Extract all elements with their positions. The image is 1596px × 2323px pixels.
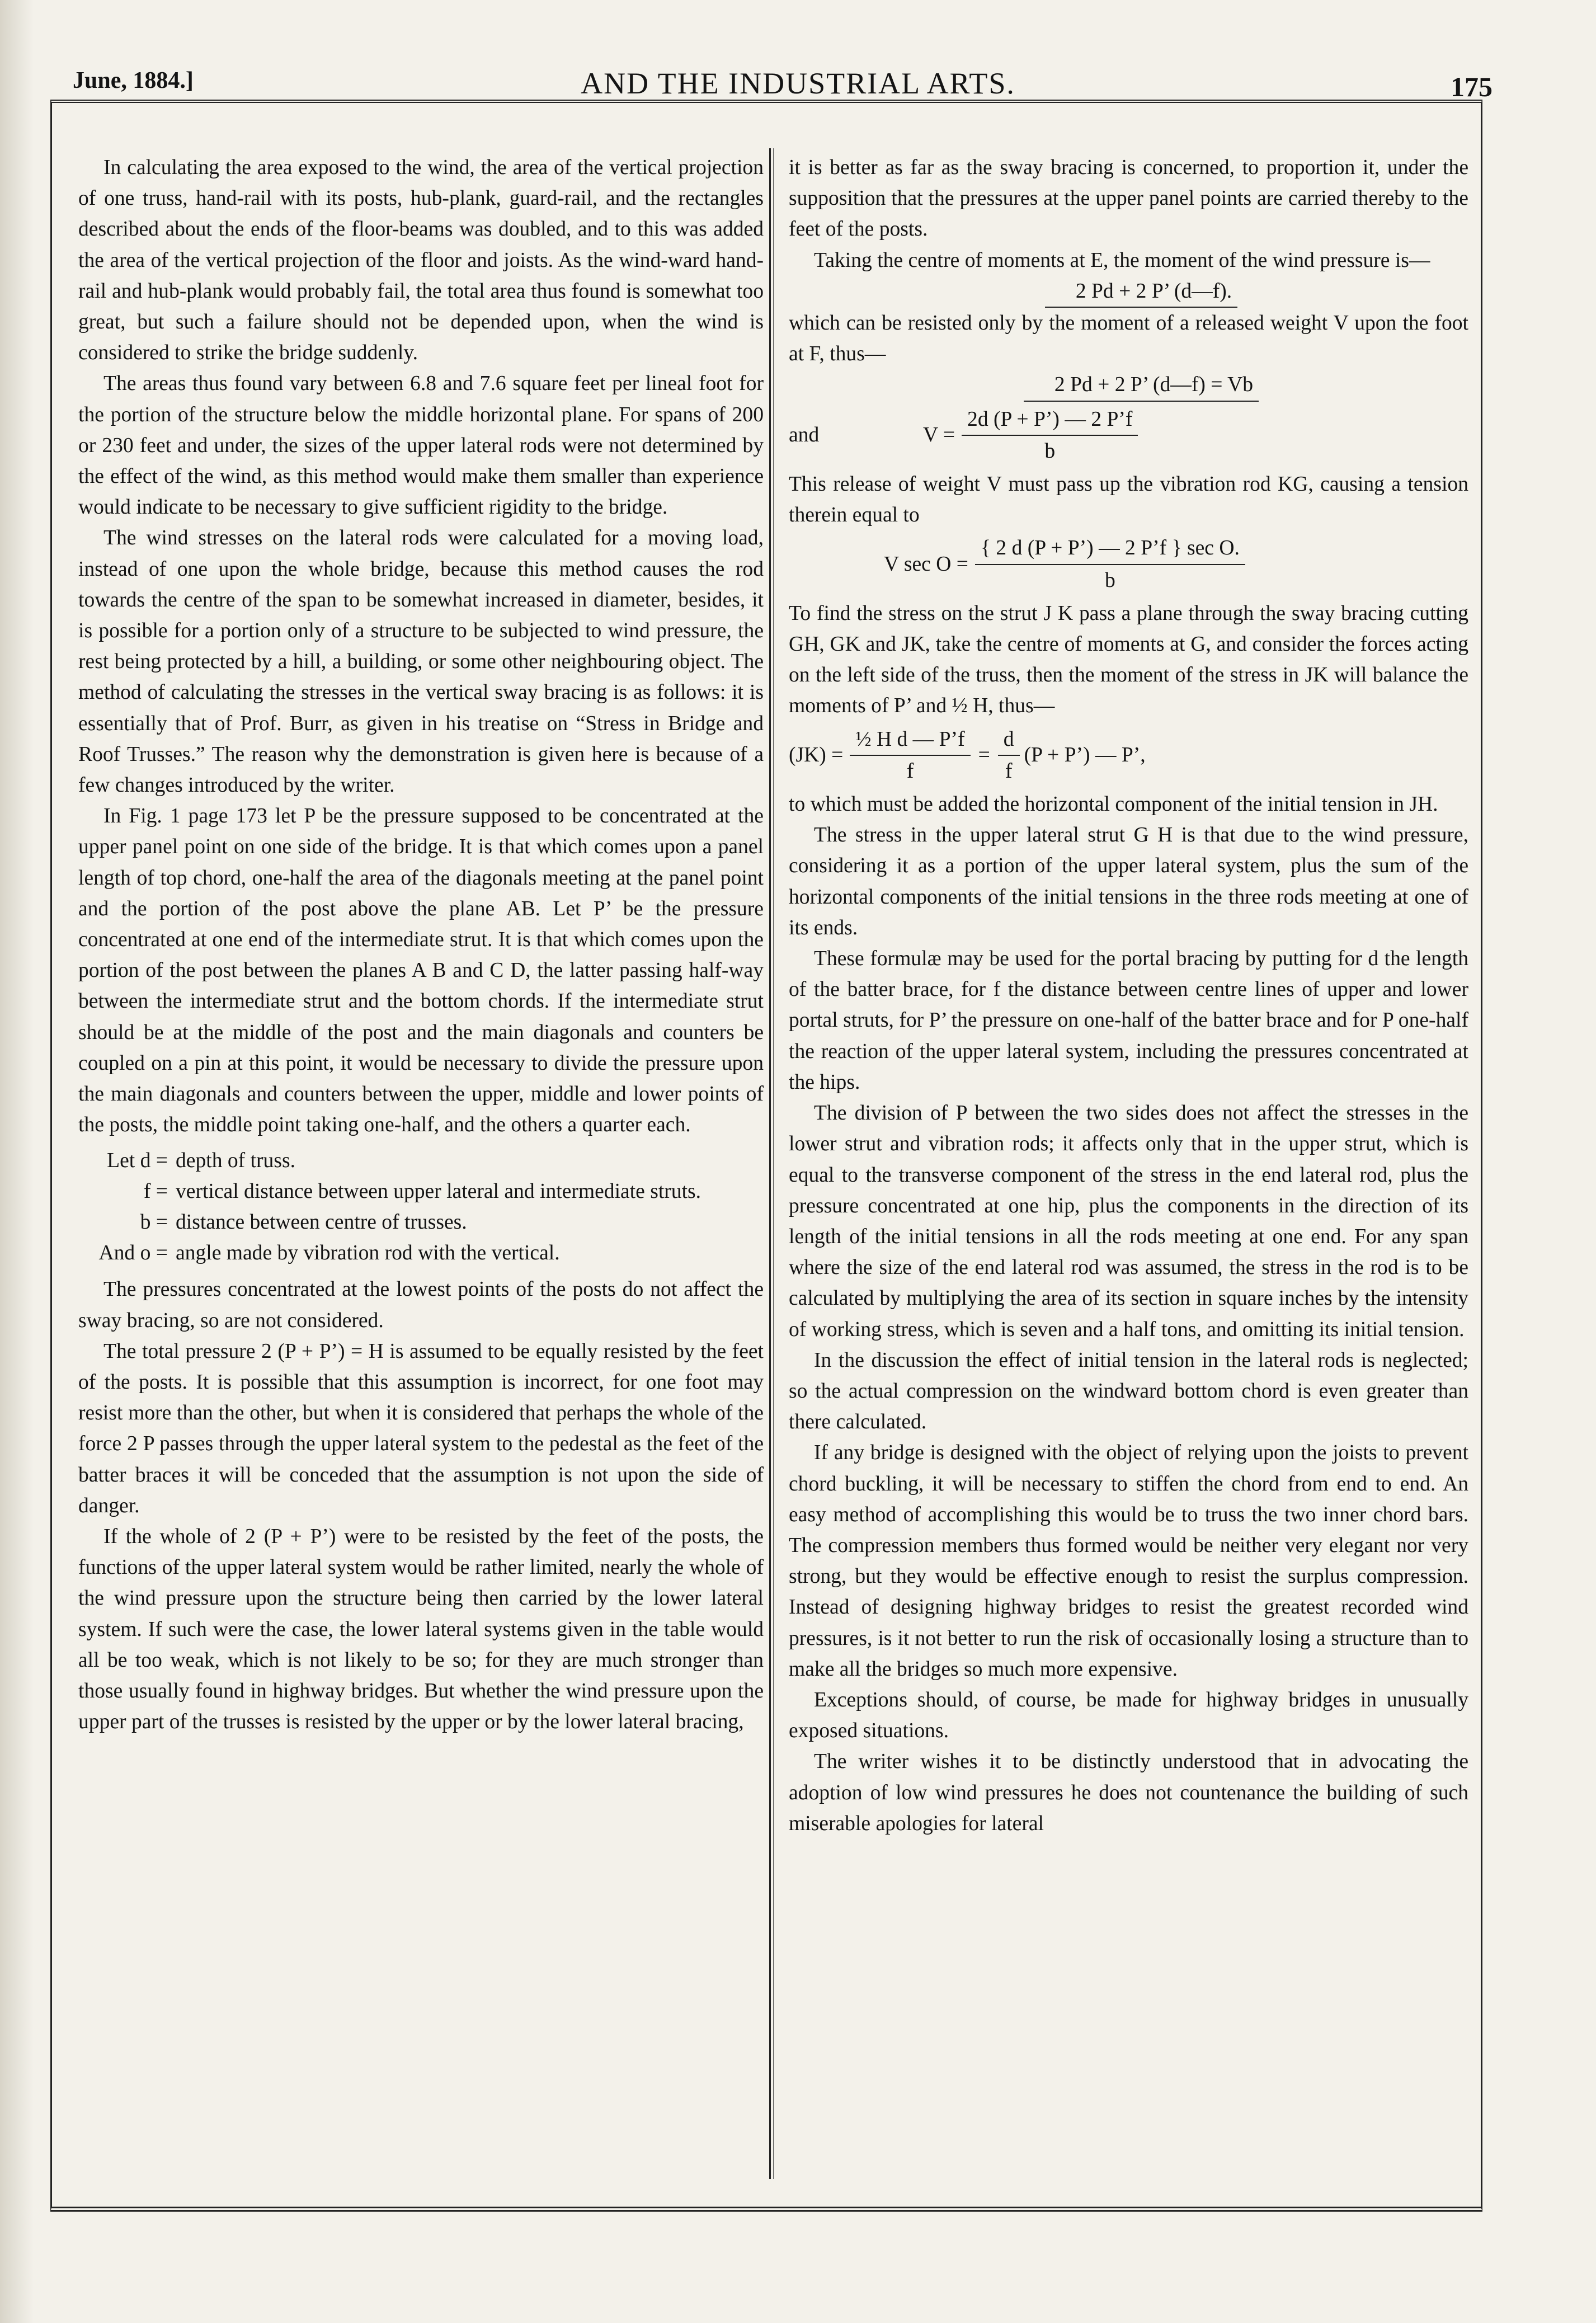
definition-text: angle made by vibration rod with the vertical.: [176, 1242, 560, 1265]
paragraph: In Fig. 1 page 173 let P be the pressure supposed to be concentrated at the upper panel point on one side of the bridge. It is that which comes upon a panel length of top chord, one-half the area of the diagonals meeting at the panel point and the portion of the post above the plane AB. Let P’ be the pressure concentrated at one end of the intermediate strut. It is that which comes upon the portion of the post between the planes A B and C D, the latter passing half-way between the intermediate strut and the bottom chords. If the intermediate strut should be at the middle of the post and the main diagonals and counters be coupled on a pin at this point, it would be necessary to divide the pressure upon the main diagonals and counters between the upper, middle and lower points of the posts, the middle point taking one-half, and the others a quarter each.: [78, 805, 764, 1137]
denominator: f: [1005, 759, 1013, 783]
equation-connector: and: [789, 424, 820, 447]
equation-tension: [789, 533, 1468, 595]
equation-remainder: (P + P’) — P’,: [1024, 744, 1146, 767]
right-column: [789, 152, 1468, 1839]
equation-text: 2 Pd + 2 P’ (d—f) = Vb: [1024, 369, 1259, 401]
paragraph: If any bridge is designed with the object of relying upon the joists to prevent chord buckling, it will be necessary to stiffen the chord from end to end. An easy method of accomplishing this would be to truss the two inner chord bars. The compression members thus formed would be neither very elegant nor very strong, but they would be effective enough to resist the surplus compression. Instead of designing highway bridges to resist the greatest recorded wind pressures, is it not better to run the risk of occasionally losing a structure than to make all the bridges so much more expensive.: [789, 1441, 1468, 1681]
paragraph: it is better as far as the sway bracing is concerned, to proportion it, under the supposition that the pressures at the upper panel points are carried thereby to the feet of the posts.: [789, 156, 1468, 241]
running-title: AND THE INDUSTRIAL ARTS.: [581, 67, 1015, 100]
definition-row: [78, 1176, 764, 1207]
denominator: f: [906, 759, 914, 783]
numerator: ½ H d — P’f: [850, 724, 970, 756]
paragraph: In the discussion the effect of initial tension in the lateral rods is neglected; so the actual compression on the windward bottom chord is even greater than there calculated.: [789, 1348, 1468, 1434]
paragraph: This release of weight V must pass up the vibration rod KG, causing a tension therein equal to: [789, 473, 1468, 527]
equation-equals: =: [978, 744, 990, 767]
paragraph: In calculating the area exposed to the wind, the area of the vertical projection of one truss, hand-rail with its posts, hub-plank, guard-rail, and the rectangles described about the ends of the floor-beams was doubled, and to this was added the area of the vertical projection of the floor and joists. As the wind-ward hand-rail and hub-plank would probably fail, the total area thus found is somewhat too great, but such a failure should not be depended upon, when the wind is considered to strike the bridge suddenly.: [78, 156, 764, 365]
paragraph: The total pressure 2 (P + P’) = H is assumed to be equally resisted by the feet of the posts. It is possible that this assumption is incorrect, for one foot may resist more than the other, but when it is considered that perhaps the whole of the force 2 P passes through the upper lateral system to the pedestal as the feet of the batter braces it will be conceded that the assumption is not upon the side of danger.: [78, 1339, 764, 1517]
definition-text: distance between centre of trusses.: [176, 1210, 467, 1234]
definition-row: [78, 1145, 764, 1176]
definition-text: depth of truss.: [176, 1149, 295, 1172]
page-number: 175: [1451, 71, 1493, 102]
paragraph: The areas thus found vary between 6.8 and 7.6 square feet per lineal foot for the portion of the structure below the middle horizontal plane. For spans of 200 or 230 feet and under, the sizes of the upper lateral rods were not determined by the effect of the wind, as this method would make them smaller than experience would indicate to be necessary to give sufficient rigidity to the bridge.: [78, 372, 764, 519]
definition-symbol: f =: [143, 1179, 168, 1203]
paragraph: Exceptions should, of course, be made for highway bridges in unusually exposed situations.: [789, 1688, 1468, 1743]
page-fold-shadow: [0, 0, 34, 2323]
fraction: [850, 724, 970, 787]
numerator: { 2 d (P + P’) — 2 P’f } sec O.: [975, 533, 1245, 565]
issue-date: June, 1884.]: [73, 68, 194, 93]
paragraph: The wind stresses on the lateral rods were calculated for a moving load, instead of one upon the whole bridge, because this method causes the rod towards the centre of the span to be somewhat increased in diameter, besides, it is possible for a portion only of a structure to be subjected to wind pressure, the rest being protected by a hill, a building, or some other neighbouring object. The method of calculating the stresses in the vertical sway bracing is as follows: it is essentially that of Prof. Burr, as given in his treatise on “Stress in Bridge and Roof Trusses.” The reason why the demonstration is given here is because of a few changes introduced by the writer.: [78, 526, 764, 797]
column-rule-inner: [773, 148, 774, 2179]
paragraph: The stress in the upper lateral strut G H is that due to the wind pressure, considering it as a portion of the upper lateral system, plus the sum of the horizontal components of the initial tensions in the three rods meeting at one of its ends.: [789, 824, 1468, 939]
definition-symbol: b =: [140, 1210, 168, 1234]
equation-lhs: V sec O =: [884, 553, 968, 576]
paragraph: The writer wishes it to be distinctly understood that in advocating the adoption of low wind pressures he does not countenance the building of such miserable apologies for lateral: [789, 1750, 1468, 1835]
equation-strut-stress: [789, 724, 1468, 787]
equation-lhs: (JK) =: [789, 744, 844, 767]
numerator: 2d (P + P’) — 2 P’f: [962, 404, 1138, 436]
paragraph: to which must be added the horizontal component of the initial tension in JH.: [789, 793, 1438, 816]
paragraph: The pressures concentrated at the lowest points of the posts do not affect the sway bracing, so are not considered.: [78, 1278, 764, 1332]
definition-text: vertical distance between upper lateral and intermediate struts.: [176, 1179, 702, 1203]
fraction: [962, 404, 1138, 467]
definition-row: [78, 1238, 764, 1268]
fraction: [998, 724, 1020, 787]
denominator: b: [1044, 439, 1056, 463]
paragraph: To find the stress on the strut J K pass a plane through the sway bracing cutting GH, GK and JK, take the centre of moments at G, and consider the forces acting on the left side of the truss, then the moment of the stress in JK will balance the moments of P’ and ½ H, thus—: [789, 601, 1468, 718]
column-rule: [769, 148, 771, 2179]
equation-lhs: V =: [923, 424, 955, 447]
paragraph: The division of P between the two sides does not affect the stresses in the lower strut and vibration rods; it affects only that in the upper strut, which is equal to the transverse component of the stress in the end lateral rod, plus the pressure concentrated at one hip, plus the components in the direction of its length of the initial tensions in all the rods meeting at one end. For any span where the size of the end lateral rod was assumed, the stress in the rod is to be calculated by multiplying the area of its section in square inches by the intensity of working stress, which is seven and a half tons, and omitting its initial tension.: [789, 1102, 1468, 1341]
fraction: [975, 533, 1245, 595]
equation-text: 2 Pd + 2 P’ (d—f).: [1045, 276, 1237, 308]
paragraph: which can be resisted only by the moment of a released weight V upon the foot at F, thus—: [789, 312, 1468, 366]
definition-list: [78, 1145, 764, 1269]
left-column: [78, 152, 764, 1737]
definition-symbol: And o =: [98, 1242, 168, 1265]
equation-weight: [789, 404, 1468, 467]
paragraph: If the whole of 2 (P + P’) were to be resisted by the feet of the posts, the functions of the upper lateral system would be rather limited, nearly the whole of the wind pressure upon the structure being then carried by the lower lateral system. If such were the case, the lower lateral systems given in the table would all be too weak, which is not likely to be so; for they are much stronger than those usually found in highway bridges. But whether the wind pressure upon the upper part of the trusses is resisted by the upper or by the lower lateral bracing,: [78, 1525, 764, 1734]
denominator: b: [1105, 568, 1115, 592]
equation-balance: [789, 369, 1468, 401]
paragraph: These formulæ may be used for the portal bracing by putting for d the length of the batter brace, for f the distance between centre lines of upper and lower portal struts, for P’ the pressure on one-half of the batter brace and for P one-half the reaction of the upper lateral system, including the pressures concentrated at the hips.: [789, 947, 1468, 1094]
definition-row: [78, 1207, 764, 1238]
equation-moment: [789, 276, 1468, 308]
numerator: d: [998, 724, 1020, 756]
definition-symbol: Let d =: [107, 1149, 168, 1172]
paragraph: Taking the centre of moments at E, the moment of the wind pressure is—: [814, 248, 1430, 272]
